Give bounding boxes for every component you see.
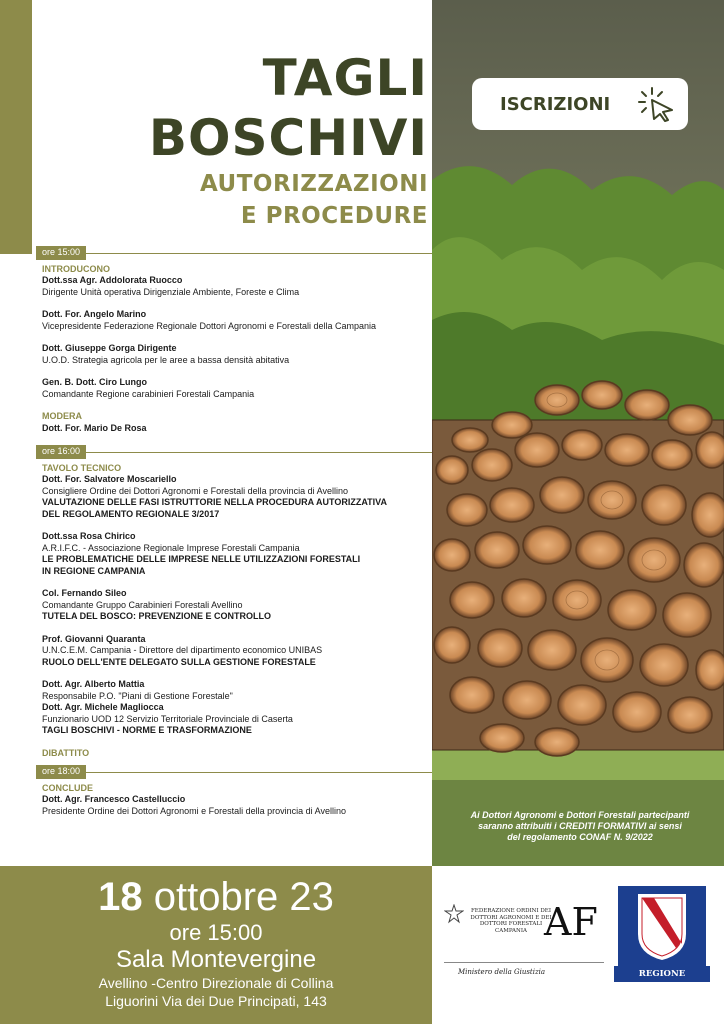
subtitle-line-2: E PROCEDURE [240,203,428,229]
speaker-name: Prof. Giovanni Quaranta [42,633,146,644]
program-schedule [42,246,422,828]
moderator-name: Dott. For. Mario De Rosa [42,422,147,433]
speaker-name: Dott. For. Salvatore Moscariello [42,474,177,484]
credits-note [444,810,716,843]
speaker-item [42,531,422,577]
logos-panel [432,866,724,1024]
section-label: MODERA [42,411,82,421]
speaker-role: Consigliere Ordine dei Dottori Agronomi e Forestali della provincia di Avellino [42,485,348,496]
speaker-item [42,423,422,435]
speaker-name: Dott. Agr. Alberto Mattia [42,679,145,689]
emblem-icon [444,904,464,924]
talk-topic: RUOLO DELL'ENTE DELEGATO SULLA GESTIONE FORESTALE [42,656,316,667]
signup-button[interactable] [472,78,688,130]
speaker-item [42,343,422,366]
talk-topic: TAGLI BOSCHIVI - NORME E TRASFORMAZIONE [42,725,252,735]
title-line-2: BOSCHIVI [148,109,428,167]
section-label: CONCLUDE [42,782,93,793]
speaker-item [42,634,422,669]
title-line-1: TAGLI [262,49,428,107]
speaker-name: Dott. Agr. Francesco Castelluccio [42,794,186,804]
speaker-role: Dirigente Unità operativa Dirigenziale Ambiente, Foreste e Clima [42,286,300,297]
speaker-item [42,679,422,737]
cursor-click-icon [638,86,678,127]
event-title [48,48,428,232]
speaker-item [42,275,422,298]
speaker-role: A.R.I.F.C. - Associazione Regionale Imprese Forestali Campania [42,542,300,553]
talk-topic: TUTELA DEL BOSCO: PREVENZIONE E CONTROLLO [42,611,272,621]
speaker-name: Dott. Giuseppe Gorga Dirigente [42,343,177,353]
speaker-name: Gen. B. Dott. Ciro Lungo [42,377,147,387]
time-tag: ore 15:00 [36,246,86,260]
region-logo [614,886,710,995]
event-time: ore 15:00 [169,920,263,945]
speaker-role: Responsabile P.O. "Piani di Gestione Forestale" [42,690,233,701]
talk-topic: VALUTAZIONE DELLE FASI ISTRUTTORIE NELLA PROCEDURA AUTORIZZATIVA [42,497,387,507]
speaker-item [42,377,422,400]
credits-line: del regolamento CONAF N. 9/2022 [507,832,653,842]
credits-line: saranno attribuiti i CREDITI FORMATIVI ai sensi [478,821,682,831]
federation-mark: AF [544,900,598,944]
speaker-name: Dott.ssa Agr. Addolorata Ruocco [42,275,183,285]
talk-topic: DEL REGOLAMENTO REGIONALE 3/2017 [42,508,220,519]
section-label: DIBATTITO [42,747,90,758]
speaker-role: Presidente Ordine dei Dottori Agronomi e Forestali della provincia di Avellino [42,805,346,816]
ministry-label: Ministero della Giustizia [458,968,546,976]
speaker-role: U.N.C.E.M. Campania - Direttore del dipartimento economico UNIBAS [42,645,323,655]
speaker-role: Comandante Gruppo Carabinieri Forestali Avellino [42,599,243,610]
time-tag: ore 16:00 [36,445,86,459]
event-address-1: Avellino -Centro Direzionale di Collina [98,975,334,991]
subtitle-line-1: AUTORIZZAZIONI [199,171,428,197]
event-address-2: Liguorini Via dei Due Principati, 143 [105,993,327,1009]
speaker-name: Dott. Agr. Michele Magliocca [42,702,164,712]
federation-logo [444,902,604,982]
event-month-year: ottobre 23 [153,875,334,919]
talk-topic: IN REGIONE CAMPANIA [42,565,146,576]
speaker-name: Dott.ssa Rosa Chirico [42,531,136,541]
speaker-role: U.O.D. Strategia agricola per le aree a bassa densità abitativa [42,354,290,365]
event-day: 18 [98,875,143,919]
time-tag: ore 18:00 [36,765,86,779]
region-shield-icon [618,886,706,966]
event-venue: Sala Montevergine [115,946,317,973]
speaker-role: Funzionario UOD 12 Servizio Territoriale Provinciale di Caserta [42,713,293,724]
event-date [0,874,432,920]
section-label: INTRODUCONO [42,263,110,274]
speaker-item [42,588,422,623]
speaker-item [42,794,422,817]
talk-topic: LE PROBLEMATICHE DELLE IMPRESE NELLE UTILIZZAZIONI FORESTALI [42,554,361,564]
speaker-name: Col. Fernando Sileo [42,588,127,598]
federation-name: FEDERAZIONE ORDINI DEI DOTTORI AGRONOMI E DEI DOTTORI FORESTALI CAMPANIA [470,908,552,934]
signup-label: ISCRIZIONI [500,93,611,115]
event-info-panel [0,866,432,1024]
speaker-item [42,474,422,520]
section-label: TAVOLO TECNICO [42,462,122,473]
speaker-role: Vicepresidente Federazione Regionale Dottori Agronomi e Forestali della Campania [42,320,377,331]
credits-line: Ai Dottori Agronomi e Dottori Forestali partecipanti [470,810,690,820]
speaker-role: Comandante Regione carabinieri Forestali Campania [42,388,255,399]
speaker-item [42,309,422,332]
accent-bar [0,0,32,254]
region-name: REGIONE CAMPANIA [614,966,710,982]
speaker-name: Dott. For. Angelo Marino [42,309,147,319]
